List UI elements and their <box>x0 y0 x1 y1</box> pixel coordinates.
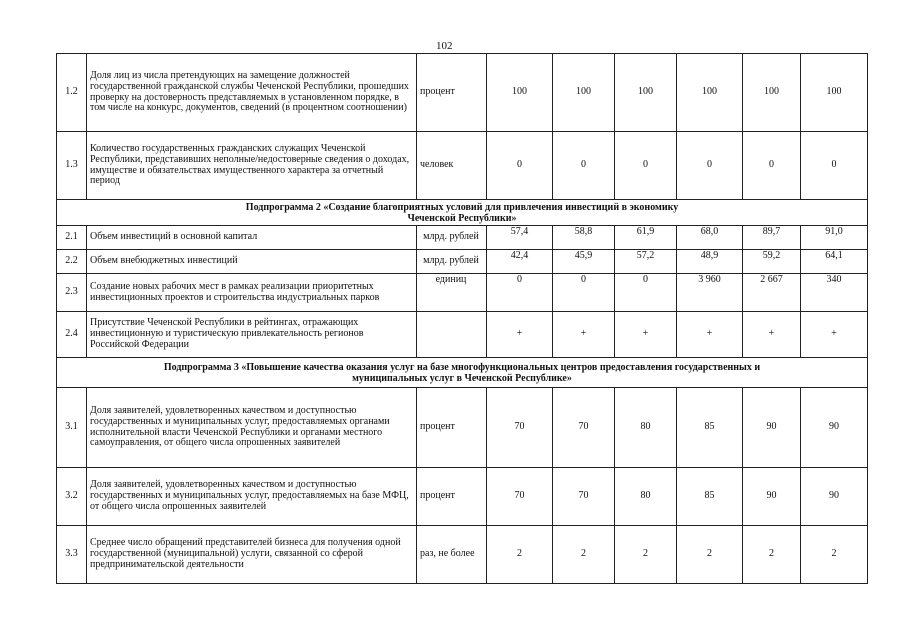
value-cell: + <box>615 312 677 358</box>
unit-cell: процент <box>417 54 487 132</box>
value-cell: 2 <box>801 526 868 584</box>
value-cell: 85 <box>677 468 743 526</box>
value-cell: 48,9 <box>677 250 743 274</box>
value-cell: 70 <box>553 468 615 526</box>
indicator-name: Доля заявителей, удовлетворенных качеством и доступностью государственных и муниципальных услуг, предоставляемых на базе МФЦ, от общего числа опрошенных заявителей <box>87 468 417 526</box>
value-cell: 100 <box>487 54 553 132</box>
value-cell: 91,0 <box>801 226 868 250</box>
section-title <box>57 358 868 388</box>
value-cell: 68,0 <box>677 226 743 250</box>
value-cell: 90 <box>801 468 868 526</box>
value-cell: 61,9 <box>615 226 677 250</box>
value-cell: 90 <box>743 388 801 468</box>
value-cell: 2 667 <box>743 274 801 312</box>
indicator-name: Среднее число обращений представителей бизнеса для получения одной государственной (муниципальной) услуги, связанной со сферой предпринимательской деятельности <box>87 526 417 584</box>
value-cell: 57,4 <box>487 226 553 250</box>
row-number: 3.2 <box>57 468 87 526</box>
value-cell: 3 960 <box>677 274 743 312</box>
value-cell: 2 <box>615 526 677 584</box>
value-cell: 57,2 <box>615 250 677 274</box>
section-title-line: Подпрограмма 3 «Повышение качества оказания услуг на базе многофункциональных центров предоставления государственных и <box>163 361 761 373</box>
value-cell: 2 <box>487 526 553 584</box>
indicator-name: Объем инвестиций в основной капитал <box>87 226 417 250</box>
value-cell: + <box>801 312 868 358</box>
value-cell: 0 <box>743 132 801 200</box>
value-cell: 59,2 <box>743 250 801 274</box>
section-title-line: Подпрограмма 2 «Создание благоприятных условий для привлечения инвестиций в экономику <box>245 201 679 213</box>
table-row <box>57 226 868 250</box>
value-cell: 100 <box>677 54 743 132</box>
indicators-table <box>56 53 868 584</box>
value-cell: 70 <box>487 388 553 468</box>
row-number: 3.3 <box>57 526 87 584</box>
indicator-name: Присутствие Чеченской Республики в рейтингах, отражающих инвестиционную и туристическую привлекательность регионов Российской Федерации <box>87 312 417 358</box>
row-number: 2.3 <box>57 274 87 312</box>
row-number: 2.2 <box>57 250 87 274</box>
page-number: 102 <box>436 40 453 52</box>
value-cell: 100 <box>615 54 677 132</box>
value-cell: 70 <box>553 388 615 468</box>
table-row <box>57 274 868 312</box>
unit-cell: единиц <box>417 274 487 312</box>
unit-cell: млрд. рублей <box>417 250 487 274</box>
unit-cell: человек <box>417 132 487 200</box>
value-cell: 64,1 <box>801 250 868 274</box>
unit-cell: процент <box>417 388 487 468</box>
value-cell: 0 <box>487 274 553 312</box>
value-cell: 45,9 <box>553 250 615 274</box>
value-cell: + <box>487 312 553 358</box>
value-cell: + <box>553 312 615 358</box>
value-cell: 100 <box>743 54 801 132</box>
table-row <box>57 132 868 200</box>
row-number: 1.3 <box>57 132 87 200</box>
value-cell: 89,7 <box>743 226 801 250</box>
row-number: 1.2 <box>57 54 87 132</box>
table-row <box>57 468 868 526</box>
value-cell: 2 <box>677 526 743 584</box>
value-cell: 80 <box>615 388 677 468</box>
section-title-line: Чеченской Республики» <box>407 212 517 224</box>
value-cell: 85 <box>677 388 743 468</box>
section-title-line: муниципальных услуг в Чеченской Республике» <box>352 372 572 384</box>
table-row <box>57 388 868 468</box>
table-row <box>57 526 868 584</box>
value-cell: 0 <box>553 274 615 312</box>
table-row <box>57 312 868 358</box>
value-cell: 340 <box>801 274 868 312</box>
value-cell: 42,4 <box>487 250 553 274</box>
value-cell: 90 <box>743 468 801 526</box>
table-row <box>57 250 868 274</box>
value-cell: 0 <box>801 132 868 200</box>
value-cell: 100 <box>553 54 615 132</box>
unit-cell: млрд. рублей <box>417 226 487 250</box>
indicator-name: Доля лиц из числа претендующих на замещение должностей государственной гражданской службы Чеченской Республики, прошедших проверку на достоверность представляемых в установленном порядке, в том числе на конкурс, документов, сведений (в процентном соотношении) <box>87 54 417 132</box>
value-cell: 100 <box>801 54 868 132</box>
value-cell: 80 <box>615 468 677 526</box>
value-cell: + <box>677 312 743 358</box>
value-cell: 0 <box>553 132 615 200</box>
value-cell: 2 <box>743 526 801 584</box>
value-cell: 2 <box>553 526 615 584</box>
value-cell: 0 <box>487 132 553 200</box>
unit-cell: раз, не более <box>417 526 487 584</box>
value-cell: 0 <box>677 132 743 200</box>
value-cell: + <box>743 312 801 358</box>
indicator-name: Доля заявителей, удовлетворенных качеством и доступностью государственных и муниципальных услуг, предоставляемых органами исполнительной власти Чеченской Республики и органами местного самоуправления, от общего числа опрошенных заявителей <box>87 388 417 468</box>
section-header-row <box>57 358 868 388</box>
row-number: 2.1 <box>57 226 87 250</box>
value-cell: 70 <box>487 468 553 526</box>
value-cell: 58,8 <box>553 226 615 250</box>
value-cell: 0 <box>615 132 677 200</box>
value-cell: 0 <box>615 274 677 312</box>
indicator-name: Создание новых рабочих мест в рамках реализации приоритетных инвестиционных проектов и строительства индустриальных парков <box>87 274 417 312</box>
section-header-row <box>57 200 868 226</box>
table-row <box>57 54 868 132</box>
row-number: 2.4 <box>57 312 87 358</box>
unit-cell <box>417 312 487 358</box>
value-cell: 90 <box>801 388 868 468</box>
indicator-name: Объем внебюджетных инвестиций <box>87 250 417 274</box>
indicator-name: Количество государственных гражданских служащих Чеченской Республики, представивших неполные/недостоверные сведения о доходах, имуществе и обязательствах имущественного характера за отчетный период <box>87 132 417 200</box>
unit-cell: процент <box>417 468 487 526</box>
section-title <box>57 200 868 226</box>
row-number: 3.1 <box>57 388 87 468</box>
